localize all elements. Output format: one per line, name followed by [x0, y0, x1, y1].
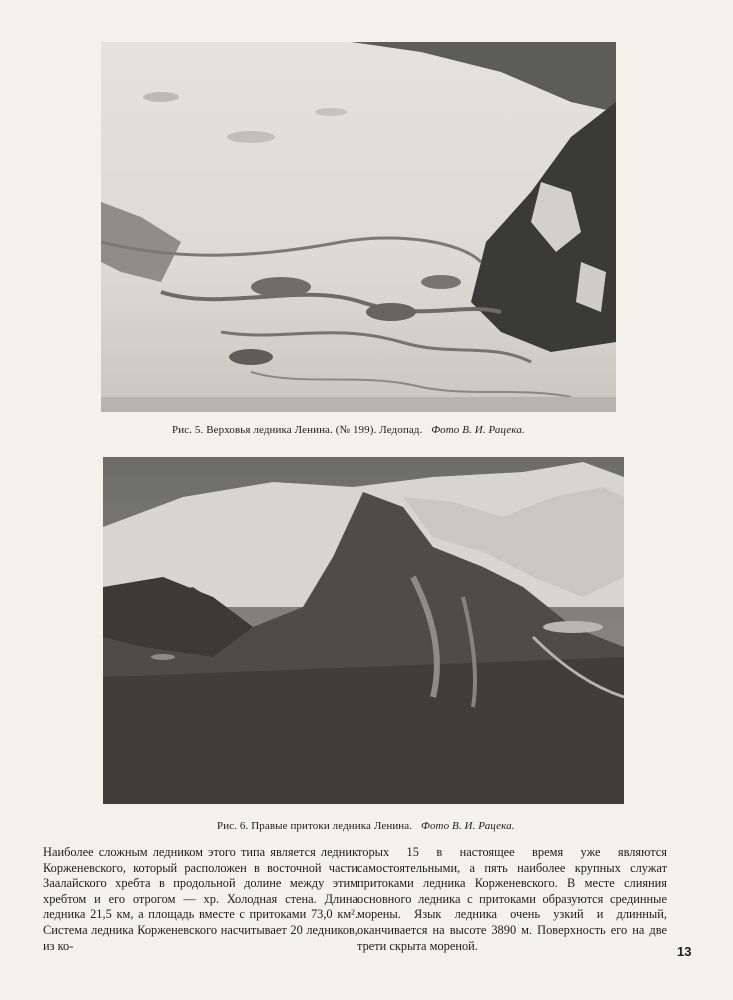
figure-5-photo — [101, 42, 616, 412]
body-text-right-column — [357, 845, 667, 954]
figure-6-caption — [217, 820, 515, 832]
paragraph-right: торых 15 в настоящее время уже являются самостоятельными, а пять наиболее крупных служат притоками ледника Корженевского. В месте слияния основного ледника с притоками образуются срединные морены. Язык ледника очень узкий и длинный, оканчивается на высоте 3890 м. Поверхность его на две трети скрыта мореной. — [357, 845, 667, 953]
paragraph-left: Наиболее сложным ледником этого типа является ледник Корженевского, который расположен в восточной части Заалайского хребта в продольной долине между этим хребтом и его отрогом — хр. Холодная стена. Длина ледника 21,5 км, а площадь вместе с притоками 73,0 км². Система ледника Корженевского насчитывает 20 ледников, из ко- — [43, 845, 358, 953]
body-text-left-column — [43, 845, 358, 954]
figure-6-credit: Фото В. И. Рацека. — [421, 820, 515, 832]
figure-5-label: Рис. 5. — [172, 424, 204, 436]
figure-5-text: Верховья ледника Ленина. (№ 199). Ледопад. — [206, 424, 423, 436]
figure-6-text: Правые притоки ледника Ленина. — [251, 820, 413, 832]
figure-5-caption — [172, 424, 525, 436]
figure-6-photo — [103, 457, 624, 804]
figure-6-label: Рис. 6. — [217, 820, 249, 832]
page-number: 13 — [677, 944, 692, 959]
figure-5-credit: Фото В. И. Рацека. — [431, 424, 525, 436]
